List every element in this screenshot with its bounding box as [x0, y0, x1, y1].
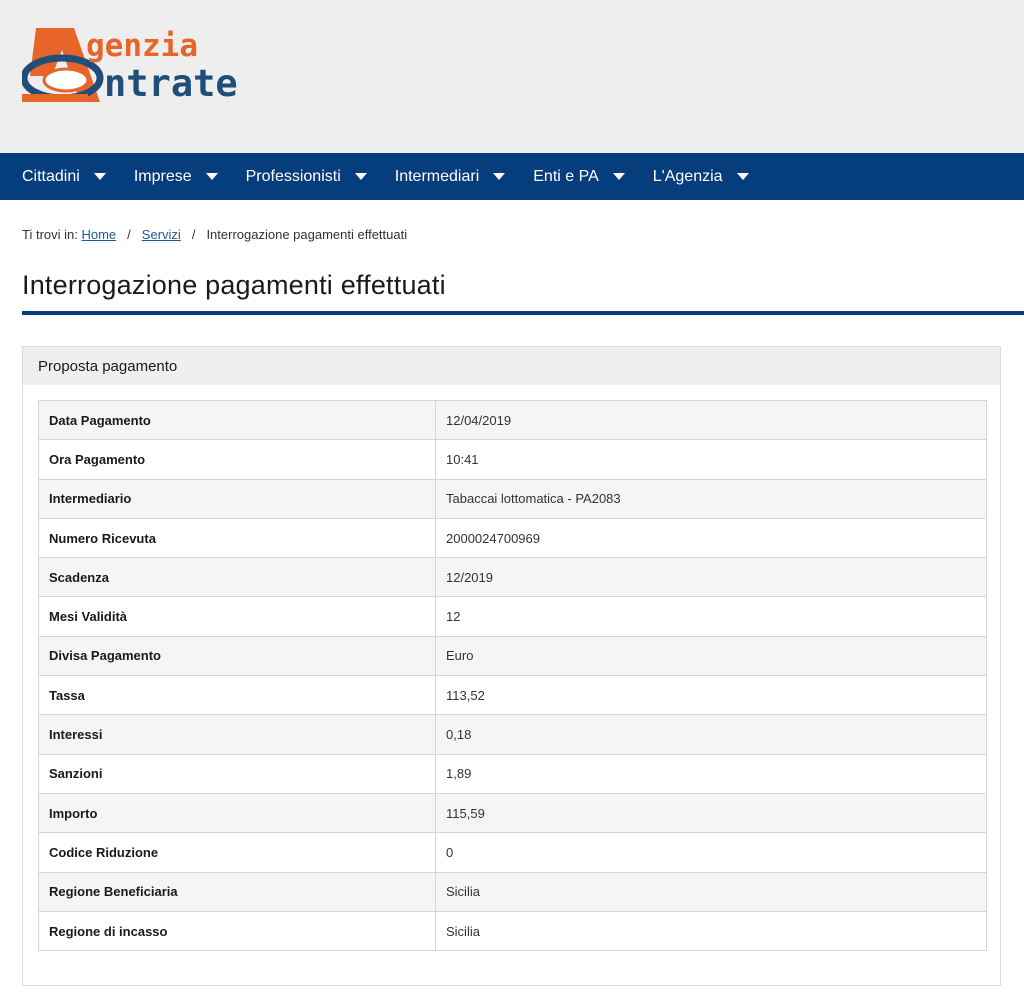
- caret-down-icon: [206, 173, 218, 180]
- row-label: Codice Riduzione: [39, 833, 436, 872]
- agenzia-entrate-logo[interactable]: [22, 24, 272, 106]
- breadcrumb-link-servizi[interactable]: Servizi: [141, 227, 181, 242]
- breadcrumb-separator: /: [127, 227, 131, 242]
- table-row: [39, 872, 987, 911]
- breadcrumb-current: Interrogazione pagamenti effettuati: [206, 227, 408, 242]
- row-value: 1,89: [436, 754, 987, 793]
- breadcrumb: [22, 227, 407, 242]
- caret-down-icon: [737, 173, 749, 180]
- row-value: Sicilia: [436, 872, 987, 911]
- nav-item-enti-e-pa[interactable]: [533, 168, 625, 186]
- caret-down-icon: [355, 173, 367, 180]
- row-label: Tassa: [39, 676, 436, 715]
- caret-down-icon: [94, 173, 106, 180]
- table-row: [39, 911, 987, 950]
- nav-label: Intermediari: [394, 167, 480, 185]
- row-label: Data Pagamento: [39, 401, 436, 440]
- payment-panel: [22, 346, 1001, 986]
- row-value: 115,59: [436, 793, 987, 832]
- table-row: [39, 754, 987, 793]
- nav-item-cittadini[interactable]: [22, 168, 106, 186]
- row-value: 10:41: [436, 440, 987, 479]
- breadcrumb-prefix: Ti trovi in:: [22, 227, 78, 242]
- row-label: Ora Pagamento: [39, 440, 436, 479]
- table-row: [39, 833, 987, 872]
- row-label: Divisa Pagamento: [39, 636, 436, 675]
- nav-label: Imprese: [133, 167, 192, 185]
- row-value: 12/04/2019: [436, 401, 987, 440]
- row-label: Numero Ricevuta: [39, 518, 436, 557]
- title-divider: [22, 311, 1024, 315]
- table-row: [39, 597, 987, 636]
- table-row: [39, 715, 987, 754]
- row-value: 2000024700969: [436, 518, 987, 557]
- row-value: 113,52: [436, 676, 987, 715]
- table-row: [39, 558, 987, 597]
- row-value: 12: [436, 597, 987, 636]
- logo-text-ntrate: ntrate: [104, 62, 238, 105]
- row-value: 0,18: [436, 715, 987, 754]
- row-label: Regione di incasso: [39, 911, 436, 950]
- table-row: [39, 636, 987, 675]
- row-value: Tabaccai lottomatica - PA2083: [436, 479, 987, 518]
- logo-text-genzia: genzia: [86, 28, 198, 64]
- payment-details-table: [38, 400, 987, 951]
- nav-label: Enti e PA: [533, 167, 599, 185]
- table-row: [39, 479, 987, 518]
- nav-item-professionisti[interactable]: [246, 168, 367, 186]
- page-title: Interrogazione pagamenti effettuati: [22, 270, 446, 300]
- row-value: 12/2019: [436, 558, 987, 597]
- panel-header: [23, 347, 1000, 385]
- table-row: [39, 518, 987, 557]
- nav-label: Professionisti: [245, 167, 341, 185]
- row-label: Intermediario: [39, 479, 436, 518]
- row-value: Sicilia: [436, 911, 987, 950]
- row-label: Importo: [39, 793, 436, 832]
- caret-down-icon: [493, 173, 505, 180]
- main-navigation: [0, 153, 1024, 200]
- row-value: 0: [436, 833, 987, 872]
- nav-label: L'Agenzia: [652, 167, 723, 185]
- breadcrumb-link-home[interactable]: Home: [81, 227, 117, 242]
- table-row: [39, 793, 987, 832]
- row-label: Mesi Validità: [39, 597, 436, 636]
- nav-label: Cittadini: [22, 167, 80, 185]
- breadcrumb-separator: /: [191, 227, 196, 242]
- row-value: Euro: [436, 636, 987, 675]
- caret-down-icon: [613, 173, 625, 180]
- table-row: [39, 401, 987, 440]
- nav-item-intermediari[interactable]: [395, 168, 505, 186]
- nav-item-imprese[interactable]: [134, 168, 218, 186]
- row-label: Interessi: [39, 715, 436, 754]
- nav-item-agenzia[interactable]: [653, 168, 749, 186]
- panel-title: Proposta pagamento: [38, 357, 178, 375]
- row-label: Sanzioni: [39, 754, 436, 793]
- row-label: Regione Beneficiaria: [39, 872, 436, 911]
- table-row: [39, 676, 987, 715]
- table-row: [39, 440, 987, 479]
- site-header: [0, 0, 1024, 153]
- row-label: Scadenza: [39, 558, 436, 597]
